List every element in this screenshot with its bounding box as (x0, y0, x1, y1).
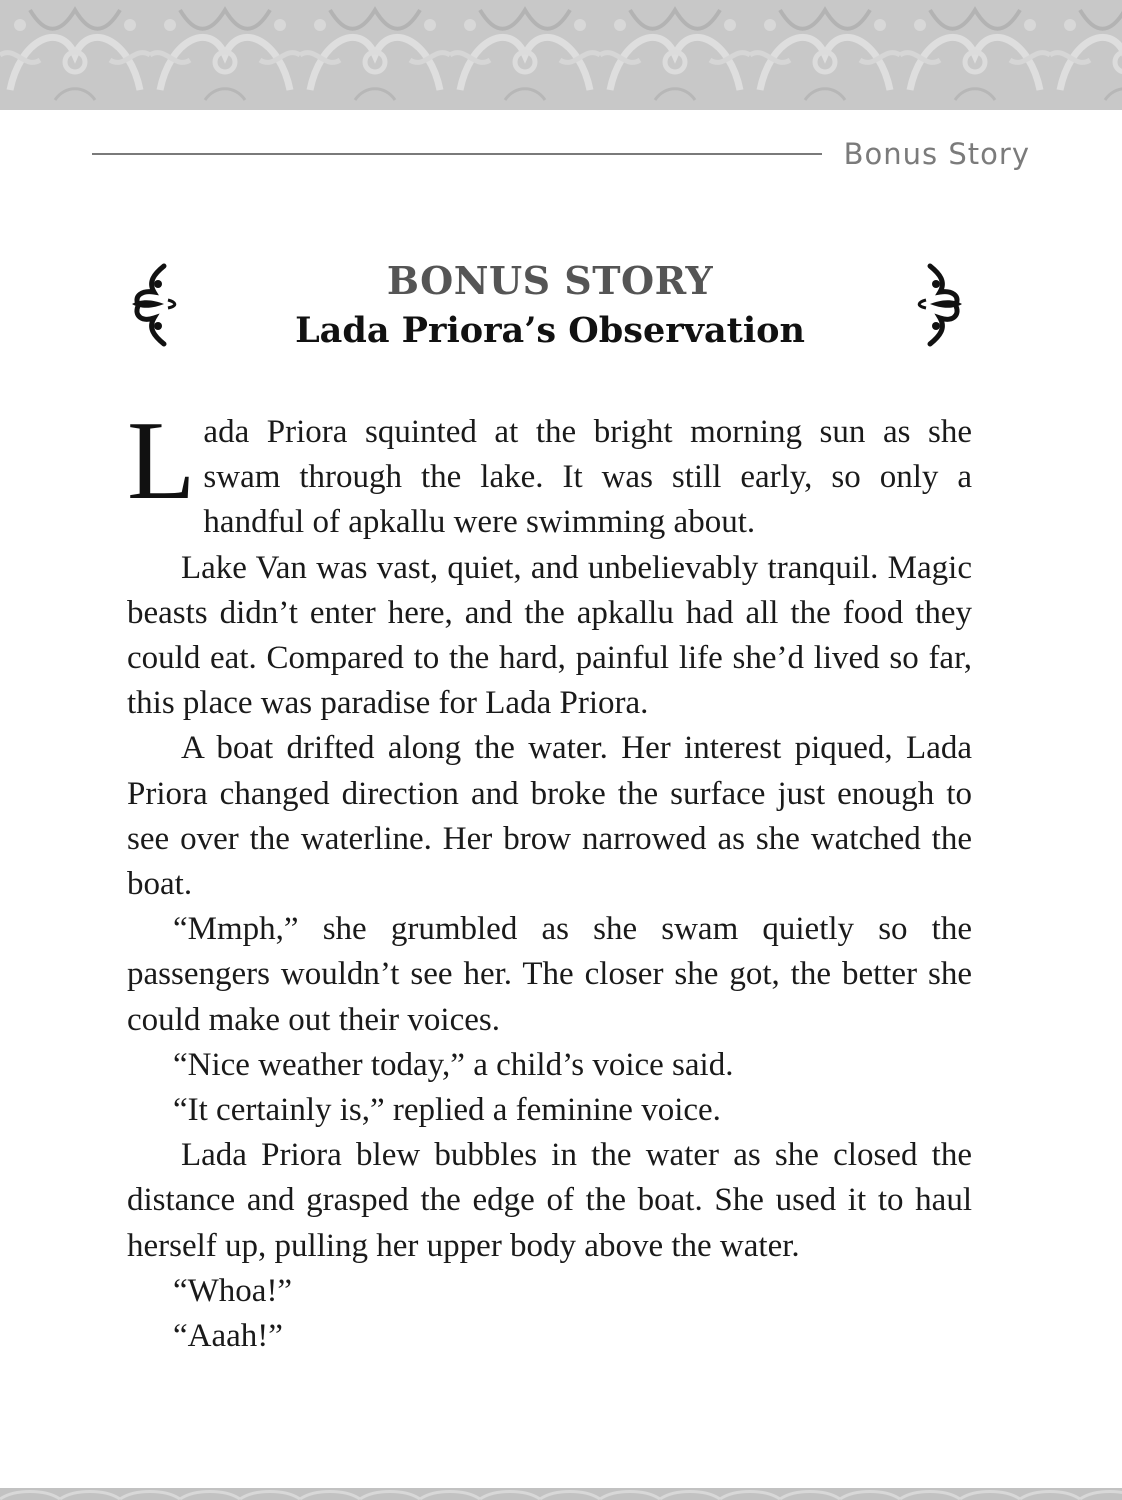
flourish-right-icon (910, 260, 970, 350)
paragraph-5: “Nice weather today,” a child’s voice said. (173, 1046, 734, 1083)
paragraph-2: Lake Van was vast, quiet, and unbelievably tranquil. Magic beasts didn’t enter here, and the apkallu had all the food they could eat. Compared to the hard, painful life she’d lived so far, this place was paradise for Lada Priora. (127, 549, 972, 722)
running-header (92, 136, 1030, 176)
chapter-heading (120, 254, 980, 364)
paragraph-7: Lada Priora blew bubbles in the water as she closed the distance and grasped the edge of the boat. She used it to haul herself up, pulling her upper body above the water. (127, 1137, 972, 1264)
paragraph-3: A boat drifted along the water. Her interest piqued, Lada Priora changed direction and broke the surface just enough to see over the waterline. Her brow narrowed as she watched the boat. (127, 730, 972, 903)
top-ornament-band (0, 0, 1122, 110)
paragraph-6: “It certainly is,” replied a feminine voice. (173, 1092, 721, 1129)
header-rule (92, 153, 822, 155)
drop-cap: L (127, 399, 196, 523)
chapter-label: BONUS STORY (386, 258, 714, 303)
chapter-title: Lada Priora’s Observation (295, 310, 805, 351)
paragraph-4: “Mmph,” she grumbled as she swam quietly so the passengers wouldn’t see her. The closer she got, the better she could make out their voices. (127, 911, 972, 1038)
paragraph-1-text: ada Priora squinted at the bright morning sun as she swam through the lake. It was still early, so only a handful of apkallu were swimming about. (203, 414, 972, 541)
bottom-ornament-band (0, 1488, 1122, 1500)
damask-pattern-icon (0, 0, 1122, 110)
running-title: Bonus Story (843, 137, 1030, 171)
paragraph-1 (127, 399, 972, 546)
paragraph-9: “Aaah!” (173, 1318, 283, 1355)
paragraph-8: “Whoa!” (173, 1272, 293, 1309)
bottom-damask-icon (0, 1489, 1122, 1500)
story-body (127, 399, 972, 1359)
